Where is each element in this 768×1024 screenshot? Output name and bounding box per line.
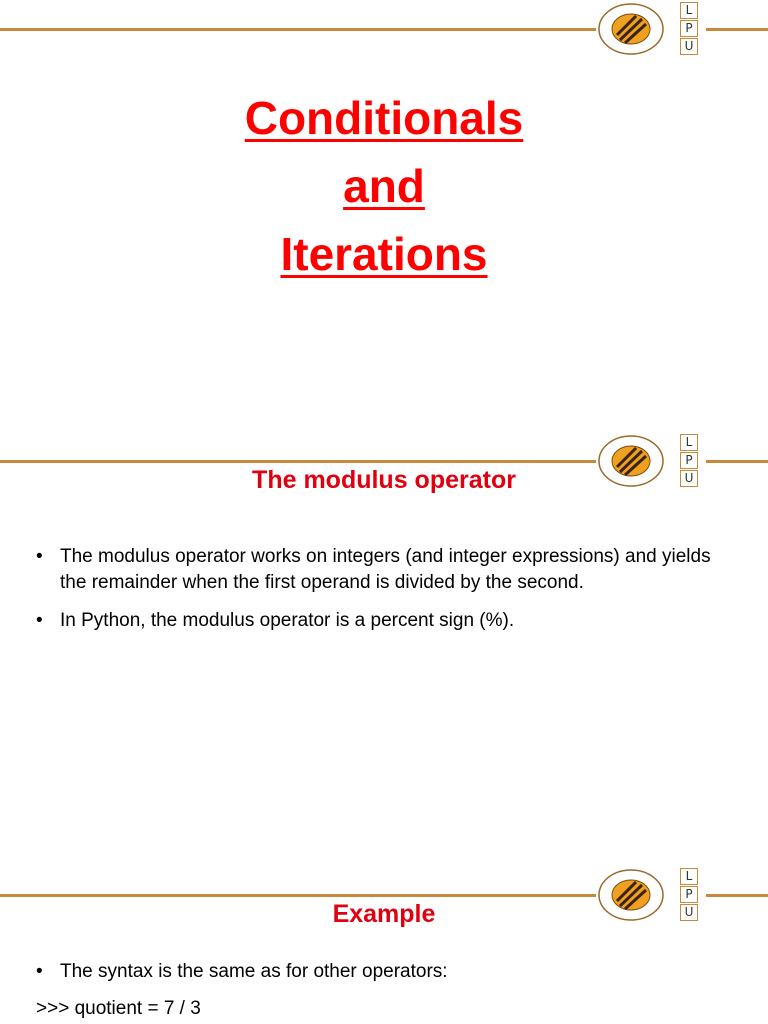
lpu-letter-u: U xyxy=(680,38,698,55)
slide-title xyxy=(0,0,768,432)
lpu-letter-p: P xyxy=(680,20,698,37)
lpu-letter-l: L xyxy=(680,868,698,885)
bullet-item: • The modulus operator works on integers (and integer expressions) and yields the remainder when the first operand is divided by the second. xyxy=(36,544,716,596)
university-emblem-icon xyxy=(596,2,666,56)
slide-heading: Example xyxy=(332,900,436,928)
lpu-letter-p: P xyxy=(680,452,698,469)
lpu-letter-u: U xyxy=(680,470,698,487)
title-line-2: and xyxy=(343,160,425,212)
header-rule-right xyxy=(706,28,768,31)
slide-heading: The modulus operator xyxy=(252,466,516,494)
lpu-letters xyxy=(680,2,698,56)
header-rule-right xyxy=(706,894,768,897)
slide-title-text xyxy=(0,84,768,288)
bullet-item: • In Python, the modulus operator is a percent sign (%). xyxy=(36,608,716,634)
lpu-logo xyxy=(596,2,702,56)
title-line-3: Iterations xyxy=(280,228,488,280)
header-rule xyxy=(0,28,596,31)
bullet-item: • The syntax is the same as for other operators: xyxy=(36,959,716,985)
bullet-list xyxy=(36,544,716,646)
title-line-1: Conditionals xyxy=(244,92,524,144)
header-rule xyxy=(0,460,596,463)
bullet-list xyxy=(36,959,716,997)
lpu-letter-u: U xyxy=(680,904,698,921)
slide-example xyxy=(0,864,768,1024)
lpu-letter-l: L xyxy=(680,2,698,19)
lpu-letter-p: P xyxy=(680,886,698,903)
code-line: >>> quotient = 7 / 3 xyxy=(36,998,201,1019)
lpu-letter-l: L xyxy=(680,434,698,451)
header-rule xyxy=(0,894,596,897)
header-rule-right xyxy=(706,460,768,463)
slide-modulus xyxy=(0,432,768,864)
